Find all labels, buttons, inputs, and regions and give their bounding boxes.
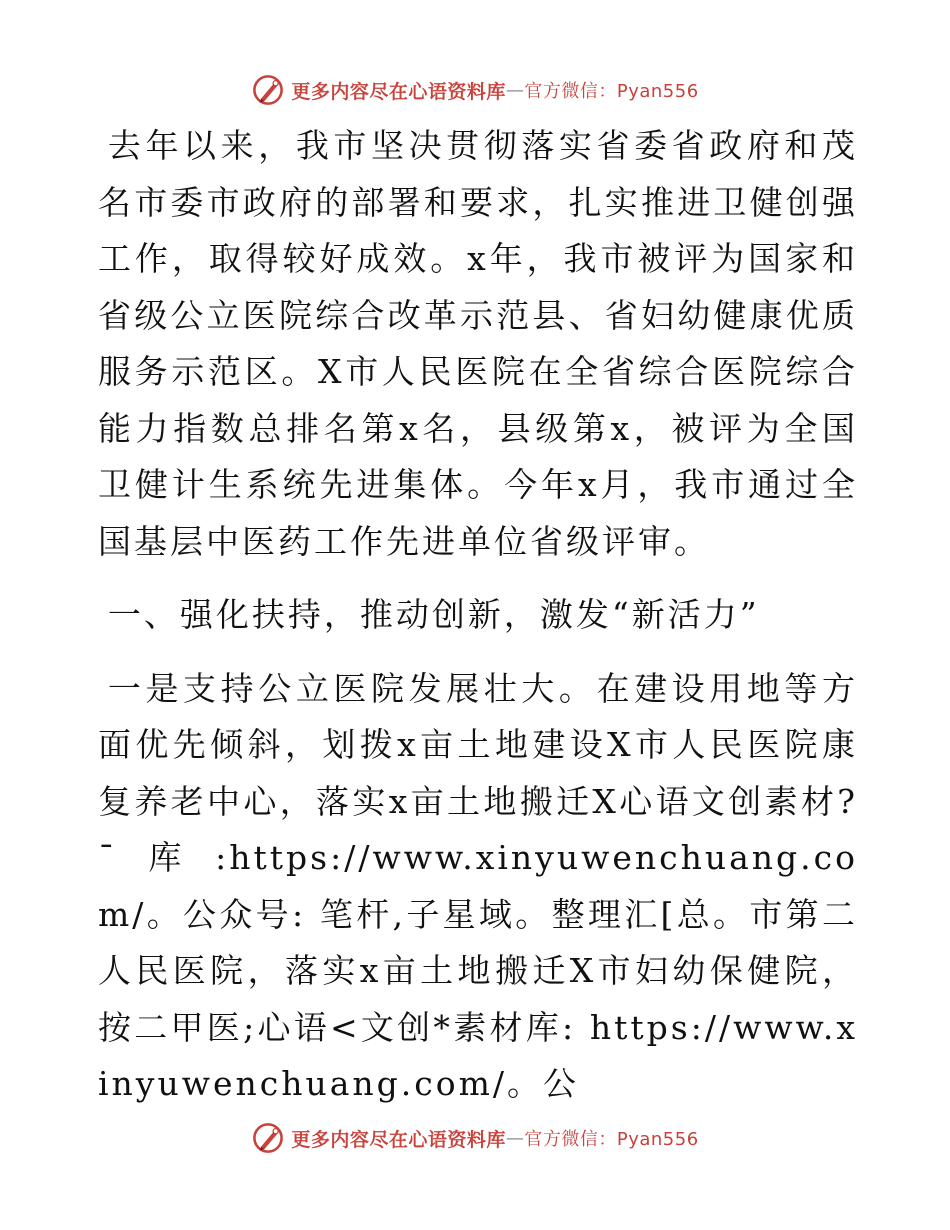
paragraph-support: 一是支持公立医院发展壮大。在建设用地等方面优先倾斜，划拨x亩土地建设X市人民医院康复养老中心，落实x亩土地搬迁X心语文创素材?¯库:https://www.xinyuwenchuang.com/。公众号: 笔杆,子星域。整理汇[总。市第二人民医院，落实x亩土地搬迁X市妇幼保健院，按二甲医;心语<文创*素材库: https://www.xinyuwenchuang.com/。公 (98, 668, 858, 1103)
watermark-header (0, 70, 950, 110)
watermark-wechat: 官方微信：Pyan556 (524, 1129, 699, 1150)
pen-logo-icon (251, 73, 285, 107)
section-heading: 一、强化扶持，推动创新，激发“新活力” (107, 595, 760, 634)
document-body (98, 118, 858, 1113)
pen-logo-icon (251, 1121, 285, 1155)
watermark-footer (0, 1118, 950, 1158)
watermark-title: 更多内容尽在心语资料库 (291, 80, 506, 103)
paragraph-intro: 去年以来，我市坚决贯彻落实省委省政府和茂名市委市政府的部署和要求，扎实推进卫健创强工作，取得较好成效。x年，我市被评为国家和省级公立医院综合改革示范县、省妇幼健康优质服务示范区。X市人民医院在全省综合医院综合能力指数总排名第x名，县级第x，被评为全国卫健计生系统先进集体。今年x月，我市通过全国基层中医药工作先进单位省级评审。 (98, 126, 858, 561)
watermark-separator: — (505, 1127, 525, 1149)
watermark-title: 更多内容尽在心语资料库 (291, 1128, 506, 1151)
watermark-wechat: 官方微信：Pyan556 (524, 81, 699, 102)
watermark-separator: — (505, 79, 525, 101)
